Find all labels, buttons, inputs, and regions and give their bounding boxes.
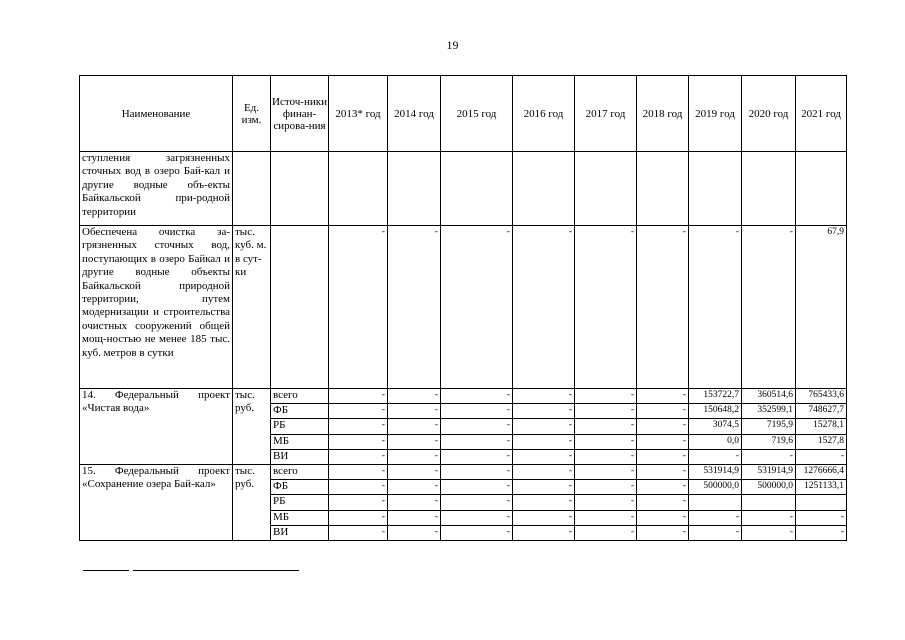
cell: - xyxy=(388,449,441,464)
cell: - xyxy=(637,449,689,464)
cell: - xyxy=(329,464,388,479)
cell: - xyxy=(575,404,637,419)
cell: 500000,0 xyxy=(742,480,796,495)
cell: - xyxy=(689,449,742,464)
cell: - xyxy=(329,434,388,449)
cell xyxy=(441,152,513,226)
cell: - xyxy=(441,419,513,434)
header-source: Источ-ники финан-сирова-ния xyxy=(271,76,329,152)
cell: 719,6 xyxy=(742,434,796,449)
cell: - xyxy=(329,449,388,464)
cell: 360514,6 xyxy=(742,389,796,404)
cell: - xyxy=(441,404,513,419)
funding-source: РБ xyxy=(271,419,329,434)
cell: - xyxy=(637,404,689,419)
funding-source: всего xyxy=(271,389,329,404)
cell: - xyxy=(575,389,637,404)
cell: - xyxy=(388,419,441,434)
row-unit xyxy=(233,152,271,226)
cell: - xyxy=(441,510,513,525)
cell: - xyxy=(388,226,441,389)
cell: - xyxy=(796,510,847,525)
cell: - xyxy=(329,480,388,495)
row-source xyxy=(271,226,329,389)
cell: - xyxy=(513,525,575,540)
cell: - xyxy=(637,419,689,434)
cell: - xyxy=(441,480,513,495)
cell: - xyxy=(742,510,796,525)
cell: - xyxy=(575,510,637,525)
funding-source: МБ xyxy=(271,510,329,525)
cell: - xyxy=(575,419,637,434)
cell xyxy=(796,152,847,226)
cell: - xyxy=(329,495,388,510)
project-row xyxy=(80,389,847,404)
header-year: 2015 год xyxy=(441,76,513,152)
row-source xyxy=(271,152,329,226)
cell: - xyxy=(796,449,847,464)
cell: 1251133,1 xyxy=(796,480,847,495)
cell: - xyxy=(575,495,637,510)
cell xyxy=(513,152,575,226)
cell: - xyxy=(513,389,575,404)
project-unit: тыс. руб. xyxy=(233,464,271,540)
header-year: 2019 год xyxy=(689,76,742,152)
cell: - xyxy=(575,226,637,389)
cell: - xyxy=(441,449,513,464)
cell: - xyxy=(637,510,689,525)
header-year: 2013* год xyxy=(329,76,388,152)
financing-table xyxy=(79,75,847,541)
funding-source: всего xyxy=(271,464,329,479)
cell xyxy=(388,152,441,226)
cell: - xyxy=(513,404,575,419)
cell: - xyxy=(441,464,513,479)
cell: - xyxy=(637,226,689,389)
cell: - xyxy=(637,480,689,495)
cell: - xyxy=(329,226,388,389)
cell: - xyxy=(689,226,742,389)
cell: 67,9 xyxy=(796,226,847,389)
cell xyxy=(796,495,847,510)
cell: 0,0 xyxy=(689,434,742,449)
header-unit: Ед. изм. xyxy=(233,76,271,152)
page-number: 19 xyxy=(446,38,459,52)
row-name: ступления загрязненных сточных вод в озеро Бай-кал и другие водные объ-екты Байкальской при-родной территории xyxy=(80,152,233,226)
cell: - xyxy=(513,419,575,434)
cell: - xyxy=(575,449,637,464)
cell: - xyxy=(575,525,637,540)
cell: - xyxy=(388,434,441,449)
cell: - xyxy=(637,525,689,540)
cell xyxy=(575,152,637,226)
cell xyxy=(329,152,388,226)
row-unit: тыс. куб. м. в сут-ки xyxy=(233,226,271,389)
header-year: 2014 год xyxy=(388,76,441,152)
cell: - xyxy=(329,419,388,434)
cell: - xyxy=(513,510,575,525)
funding-source: ФБ xyxy=(271,480,329,495)
cell: 531914,9 xyxy=(742,464,796,479)
cell: - xyxy=(513,434,575,449)
cell: - xyxy=(513,226,575,389)
project-name: 14. Федеральный проект «Чистая вода» xyxy=(80,389,233,465)
indicator-row xyxy=(80,226,847,389)
cell: - xyxy=(689,525,742,540)
cell: - xyxy=(441,434,513,449)
cell: - xyxy=(388,525,441,540)
cell: 7195,9 xyxy=(742,419,796,434)
cell xyxy=(637,152,689,226)
cell: - xyxy=(637,389,689,404)
cell: - xyxy=(513,449,575,464)
cell: - xyxy=(388,510,441,525)
cell: 765433,6 xyxy=(796,389,847,404)
cell xyxy=(689,495,742,510)
cell: - xyxy=(689,510,742,525)
cell: - xyxy=(388,404,441,419)
header-year: 2018 год xyxy=(637,76,689,152)
cell: - xyxy=(796,525,847,540)
cell: - xyxy=(441,525,513,540)
cell: - xyxy=(441,495,513,510)
header-year: 2016 год xyxy=(513,76,575,152)
header-name: Наименование xyxy=(80,76,233,152)
cell: - xyxy=(329,404,388,419)
row-name: Обеспечена очистка за-грязненных сточных вод, поступающих в озеро Байкал и другие водные объекты Байкальской природной территории, путем модернизации и строительства очистных сооружений общей мощ-ностью не менее 185 тыс. куб. метров в сутки xyxy=(80,226,233,389)
header-year: 2020 год xyxy=(742,76,796,152)
cell: - xyxy=(513,464,575,479)
cell: - xyxy=(637,495,689,510)
continued-row xyxy=(80,152,847,226)
footnote-separator xyxy=(133,570,299,571)
project-unit: тыс. руб. xyxy=(233,389,271,465)
cell: - xyxy=(575,464,637,479)
project-name: 15. Федеральный проект «Сохранение озера Бай-кал» xyxy=(80,464,233,540)
cell: 531914,9 xyxy=(689,464,742,479)
cell: - xyxy=(637,464,689,479)
cell xyxy=(742,152,796,226)
funding-source: ВИ xyxy=(271,449,329,464)
cell: 3074,5 xyxy=(689,419,742,434)
funding-source: ФБ xyxy=(271,404,329,419)
cell: - xyxy=(329,389,388,404)
cell: - xyxy=(575,480,637,495)
funding-source: ВИ xyxy=(271,525,329,540)
footnote-separator xyxy=(83,570,129,571)
cell: - xyxy=(742,449,796,464)
cell: 150648,2 xyxy=(689,404,742,419)
cell: - xyxy=(513,495,575,510)
cell: 15278,1 xyxy=(796,419,847,434)
cell: - xyxy=(742,226,796,389)
cell: - xyxy=(388,495,441,510)
cell: 1527,8 xyxy=(796,434,847,449)
header-year: 2017 год xyxy=(575,76,637,152)
cell: - xyxy=(441,389,513,404)
cell xyxy=(742,495,796,510)
header-row xyxy=(80,76,847,152)
cell: - xyxy=(388,389,441,404)
cell: - xyxy=(388,480,441,495)
cell xyxy=(689,152,742,226)
cell: 748627,7 xyxy=(796,404,847,419)
cell: - xyxy=(742,525,796,540)
cell: - xyxy=(329,510,388,525)
cell: - xyxy=(575,434,637,449)
cell: 1276666,4 xyxy=(796,464,847,479)
cell: 500000,0 xyxy=(689,480,742,495)
funding-source: МБ xyxy=(271,434,329,449)
cell: - xyxy=(441,226,513,389)
project-row xyxy=(80,464,847,479)
cell: 153722,7 xyxy=(689,389,742,404)
funding-source: РБ xyxy=(271,495,329,510)
cell: - xyxy=(388,464,441,479)
cell: - xyxy=(329,525,388,540)
cell: 352599,1 xyxy=(742,404,796,419)
cell: - xyxy=(637,434,689,449)
header-year: 2021 год xyxy=(796,76,847,152)
cell: - xyxy=(513,480,575,495)
